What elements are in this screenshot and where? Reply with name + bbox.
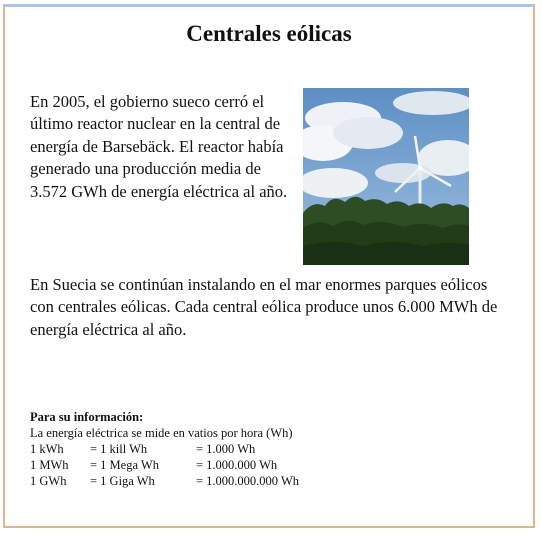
paragraph-barseback: En 2005, el gobierno sueco cerró el último reactor nuclear en la central de energía de Barsebäck. El reactor había generado una producción media de 3.572 GWh de energía eléctrica al año. bbox=[30, 92, 288, 201]
info-box bbox=[30, 409, 346, 489]
units-row bbox=[30, 473, 346, 489]
unit-equals: = 1.000.000 Wh bbox=[196, 458, 278, 472]
info-heading: Para su información: bbox=[30, 410, 144, 424]
units-row bbox=[30, 441, 346, 457]
unit-expansion: = 1 kill Wh bbox=[90, 442, 148, 456]
unit-expansion: = 1 Giga Wh bbox=[90, 474, 155, 488]
info-intro: La energía eléctrica se mide en vatios por hora (Wh) bbox=[30, 426, 293, 440]
document-page bbox=[3, 4, 535, 528]
unit-label: 1 MWh bbox=[30, 458, 69, 472]
unit-expansion: = 1 Mega Wh bbox=[90, 458, 159, 472]
unit-equals: = 1.000 Wh bbox=[196, 442, 256, 456]
units-row bbox=[30, 457, 346, 473]
unit-label: 1 GWh bbox=[30, 474, 67, 488]
unit-label: 1 kWh bbox=[30, 442, 64, 456]
wind-turbine-photo bbox=[303, 88, 469, 265]
page-title: Centrales eólicas bbox=[186, 21, 352, 46]
unit-equals: = 1.000.000.000 Wh bbox=[196, 474, 299, 488]
paragraph-sweden-wind: En Suecia se continúan instalando en el mar enormes parques eólicos con centrales eólicas. Cada central eólica produce unos 6.000 MWh de energía eléctrica al año. bbox=[30, 275, 498, 339]
wind-turbine-icon bbox=[303, 88, 469, 265]
